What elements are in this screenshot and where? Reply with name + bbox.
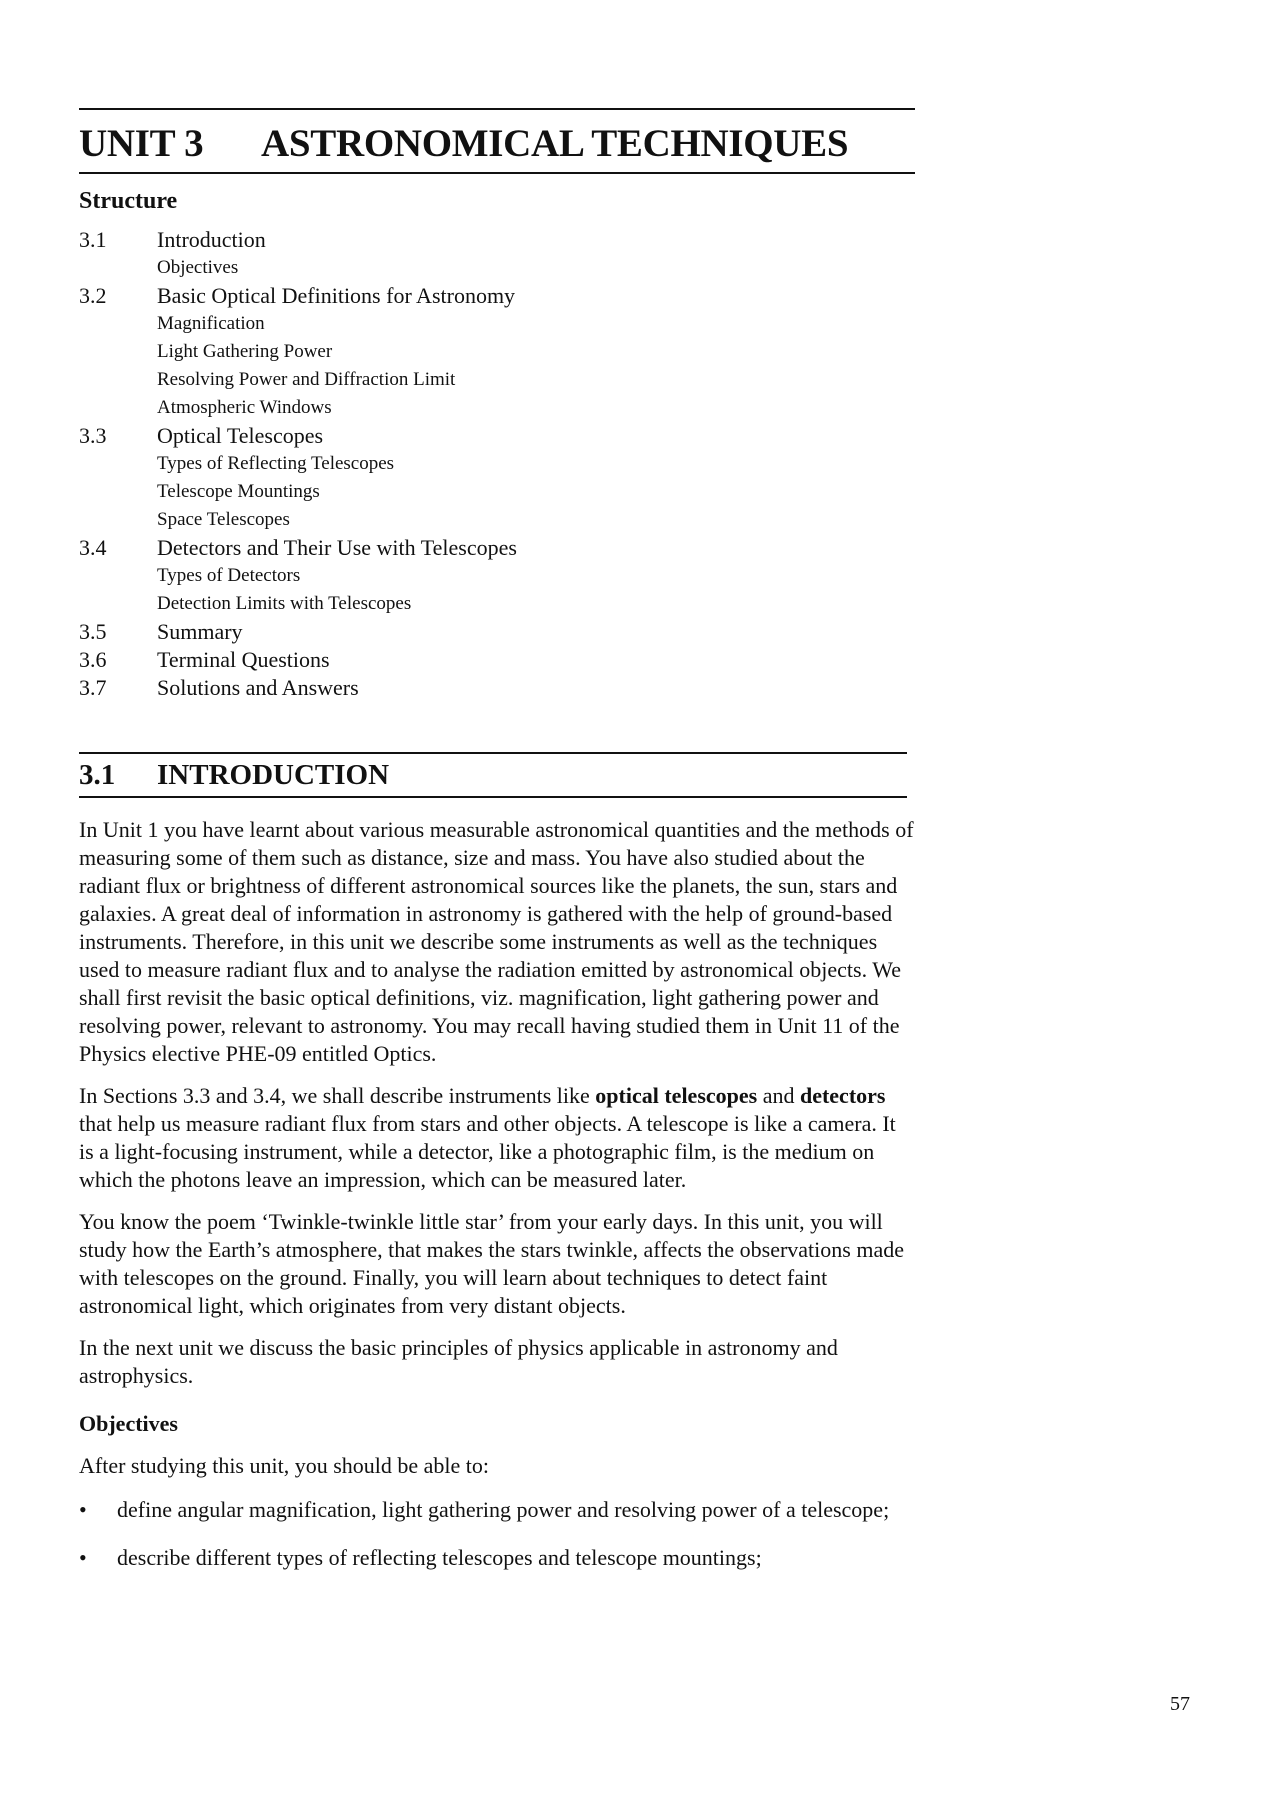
objectives-list [79, 1496, 915, 1572]
bullet-icon: • [79, 1545, 87, 1570]
toc-section-3-5[interactable] [79, 618, 915, 646]
unit-title-text: ASTRONOMICAL TECHNIQUES [261, 122, 849, 165]
toc-number: 3.4 [79, 535, 107, 560]
toc-subitem[interactable]: Types of Reflecting Telescopes [157, 453, 395, 474]
toc-section-3-6[interactable] [79, 646, 915, 674]
toc-subitem[interactable]: Resolving Power and Diffraction Limit [157, 369, 456, 390]
toc-subitem[interactable]: Detection Limits with Telescopes [157, 593, 412, 614]
toc-section-3-2 [79, 282, 915, 422]
toc-title: Solutions and Answers [157, 675, 359, 700]
toc-subitem[interactable]: Light Gathering Power [157, 341, 333, 362]
toc-title: Terminal Questions [157, 647, 330, 672]
toc-subitem[interactable]: Telescope Mountings [157, 481, 320, 502]
toc-subitem[interactable]: Objectives [157, 257, 239, 278]
toc-subitem[interactable]: Atmospheric Windows [157, 397, 332, 418]
toc-row[interactable] [79, 226, 915, 254]
toc-subitem[interactable]: Types of Detectors [157, 565, 301, 586]
toc-row[interactable] [79, 282, 915, 310]
toc-title: Introduction [157, 227, 266, 252]
toc-section-3-4 [79, 534, 915, 618]
toc-number: 3.5 [79, 619, 107, 644]
toc-subitem[interactable]: Space Telescopes [157, 509, 290, 530]
toc-number: 3.7 [79, 675, 107, 700]
toc-number: 3.2 [79, 283, 107, 308]
intro-paragraph-1: In Unit 1 you have learnt about various measurable astronomical quantities and the methods of measuring some of them such as distance, size and mass. You have also studied about the radiant flux or brightness of different astronomical sources like the planets, the sun, stars and galaxies. A great deal of information in astronomy is gathered with the help of ground-based instruments. Therefore, in this unit we describe some instruments as well as the techniques used to measure radiant flux and to analyse the radiation emitted by astronomical objects. We shall first revisit the basic optical definitions, viz. magnification, light gathering power and resolving power, relevant to astronomy. You may recall having studied them in Unit 11 of the Physics elective PHE-09 entitled Optics. [79, 817, 914, 1066]
text-run: In Sections 3.3 and 3.4, we shall describe instruments like [79, 1083, 596, 1108]
toc-row[interactable] [79, 534, 915, 562]
page-number: 57 [1170, 1693, 1190, 1715]
text-run: that help us measure radiant flux from stars and other objects. A telescope is like a camera. It is a light-focusing instrument, while a detector, like a photographic film, is the medium on which the photons leave an impression, which can be measured later. [79, 1111, 896, 1192]
unit-number: UNIT 3 [79, 122, 204, 165]
objectives-heading: Objectives [79, 1411, 178, 1436]
intro-paragraph-2 [79, 1082, 915, 1194]
toc-section-3-7[interactable] [79, 674, 915, 702]
intro-paragraph-3: You know the poem ‘Twinkle-twinkle little star’ from your early days. In this unit, you will study how the Earth’s atmosphere, that makes the stars twinkle, affects the observations made with telescopes on the ground. Finally, you will learn about techniques to detect faint astronomical light, which originates from very distant objects. [79, 1209, 904, 1318]
text-run: and [757, 1083, 800, 1108]
toc-number: 3.1 [79, 227, 107, 252]
toc-row[interactable] [79, 422, 915, 450]
section-title: INTRODUCTION [157, 759, 390, 791]
bullet-icon: • [79, 1497, 87, 1522]
page-content [79, 108, 915, 1592]
section-heading-introduction [79, 752, 907, 798]
toc-title: Detectors and Their Use with Telescopes [157, 535, 517, 560]
table-of-contents [79, 226, 915, 702]
toc-title: Optical Telescopes [157, 423, 324, 448]
toc-section-3-3 [79, 422, 915, 534]
objectives-lead: After studying this unit, you should be able to: [79, 1453, 490, 1478]
list-item-text: describe different types of reflecting telescopes and telescope mountings; [117, 1545, 762, 1570]
unit-title [79, 108, 915, 174]
toc-subitem[interactable]: Magnification [157, 313, 265, 334]
toc-number: 3.6 [79, 647, 107, 672]
toc-title: Summary [157, 619, 243, 644]
intro-paragraph-4: In the next unit we discuss the basic principles of physics applicable in astronomy and astrophysics. [79, 1335, 838, 1388]
list-item-text: define angular magnification, light gathering power and resolving power of a telescope; [117, 1497, 890, 1522]
toc-number: 3.3 [79, 423, 107, 448]
toc-title: Basic Optical Definitions for Astronomy [157, 283, 516, 308]
bold-term-detectors: detectors [799, 1083, 886, 1108]
section-number: 3.1 [79, 759, 116, 791]
structure-heading: Structure [79, 188, 178, 214]
list-item [79, 1544, 915, 1572]
bold-term-optical-telescopes: optical telescopes [595, 1083, 758, 1108]
list-item [79, 1496, 915, 1524]
toc-section-3-1 [79, 226, 915, 282]
